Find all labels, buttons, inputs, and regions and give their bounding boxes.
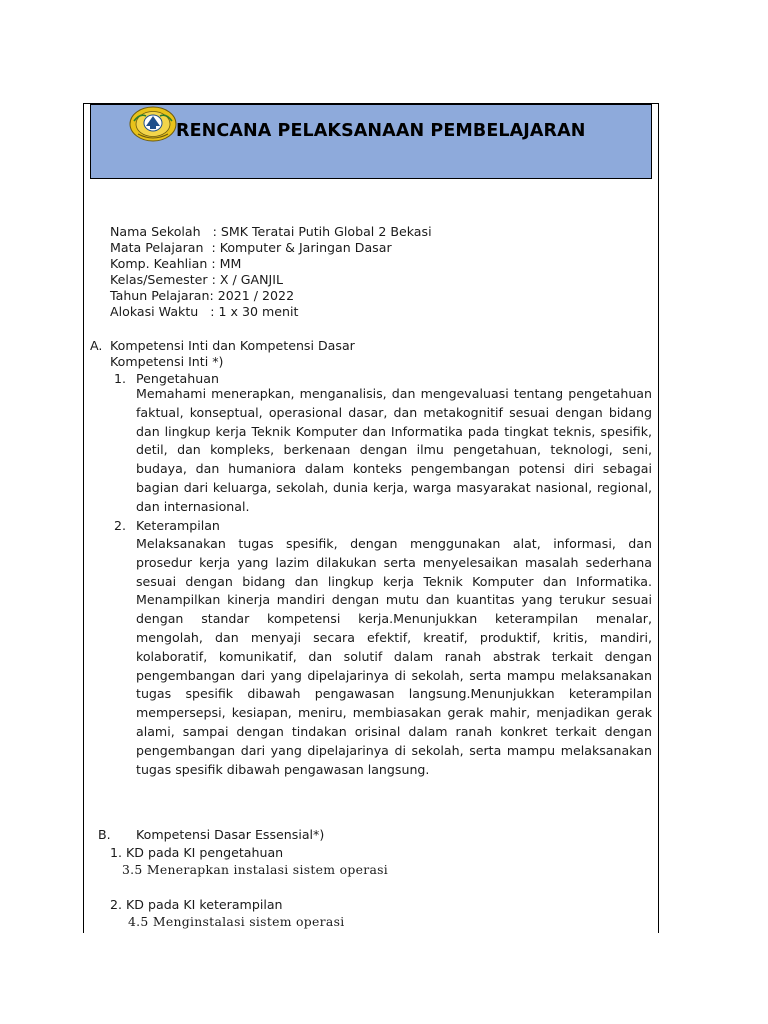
identity-block bbox=[110, 224, 432, 321]
identity-label: Nama Sekolah bbox=[110, 224, 213, 239]
kd-heading-keterampilan: 2. KD pada KI keterampilan bbox=[110, 897, 283, 912]
item-title-keterampilan: Keterampilan bbox=[136, 518, 220, 533]
school-crest-logo bbox=[128, 104, 178, 144]
section-b-title: Kompetensi Dasar Essensial*) bbox=[136, 827, 325, 842]
identity-row-school bbox=[110, 224, 432, 240]
identity-value: : SMK Teratai Putih Global 2 Bekasi bbox=[212, 224, 432, 239]
kd-heading-pengetahuan: 1. KD pada KI pengetahuan bbox=[110, 845, 284, 860]
kd-item-4-5: 4.5 Menginstalasi sistem operasi bbox=[128, 914, 345, 929]
item-title-pengetahuan: Pengetahuan bbox=[136, 371, 219, 386]
identity-label: Kelas/Semester bbox=[110, 272, 212, 288]
identity-row-year bbox=[110, 288, 432, 304]
paragraph-pengetahuan: Memahami menerapkan, menganalisis, dan mengevaluasi tentang pengetahuan faktual, konseptual, operasional dasar, dan metakognitif sesuai dengan bidang dan lingkup kerja Teknik Komputer dan Informatika pada tingkat teknis, spesifik, detil, dan kompleks, berkenaan dengan ilmu pengetahuan, teknologi, seni, budaya, dan humaniora dalam konteks pengembangan potensi diri sebagai bagian dari keluarga, sekolah, dunia kerja, warga masyarakat nasional, regional, dan internasional. bbox=[136, 386, 652, 514]
section-a-title: Kompetensi Inti dan Kompetensi Dasar bbox=[110, 338, 355, 353]
identity-value: : X / GANJIL bbox=[211, 272, 283, 288]
identity-value: : MM bbox=[211, 256, 242, 272]
identity-value: : Komputer & Jaringan Dasar bbox=[211, 240, 392, 256]
identity-value: : 2021 / 2022 bbox=[209, 288, 295, 304]
section-a-letter: A. bbox=[90, 338, 103, 353]
identity-row-class bbox=[110, 272, 432, 288]
item-number: 1. bbox=[114, 371, 127, 386]
item-number: 2. bbox=[114, 518, 127, 533]
kd-item-3-5: 3.5 Menerapkan instalasi sistem operasi bbox=[122, 862, 389, 877]
identity-label: Komp. Keahlian bbox=[110, 256, 212, 272]
identity-row-time bbox=[110, 304, 432, 320]
identity-row-subject bbox=[110, 240, 432, 256]
identity-label: Tahun Pelajaran bbox=[110, 288, 210, 304]
section-a-subtitle: Kompetensi Inti *) bbox=[110, 354, 224, 369]
paragraph-keterampilan: Melaksanakan tugas spesifik, dengan menggunakan alat, informasi, dan prosedur kerja yang lazim dilakukan serta menyelesaikan masalah sederhana sesuai dengan bidang dan lingkup kerja Teknik Komputer dan Informatika. Menampilkan kinerja mandiri dengan mutu dan kuantitas yang terukur sesuai dengan standar kompetensi kerja.Menunjukkan keterampilan menalar, mengolah, dan menyaji secara efektif, kreatif, produktif, kritis, mandiri, kolaboratif, komunikatif, dan solutif dalam ranah abstrak terkait dengan pengembangan dari yang dipelajarinya di sekolah, serta mampu melaksanakan tugas spesifik dibawah pengawasan langsung.Menunjukkan keterampilan mempersepsi, kesiapan, meniru, membiasakan gerak mahir, menjadikan gerak alami, sampai dengan tindakan orisinal dalam ranah konkret terkait dengan pengembangan dari yang dipelajarinya di sekolah, serta mampu melaksanakan tugas spesifik dibawah pengawasan langsung. bbox=[136, 536, 652, 777]
identity-row-expertise bbox=[110, 256, 432, 272]
identity-value: : 1 x 30 menit bbox=[210, 304, 299, 320]
identity-label: Alokasi Waktu bbox=[110, 304, 211, 320]
section-b-letter: B. bbox=[98, 827, 111, 842]
identity-label: Mata Pelajaran bbox=[110, 240, 212, 256]
page-title: RENCANA PELAKSANAAN PEMBELAJARAN bbox=[176, 121, 586, 141]
